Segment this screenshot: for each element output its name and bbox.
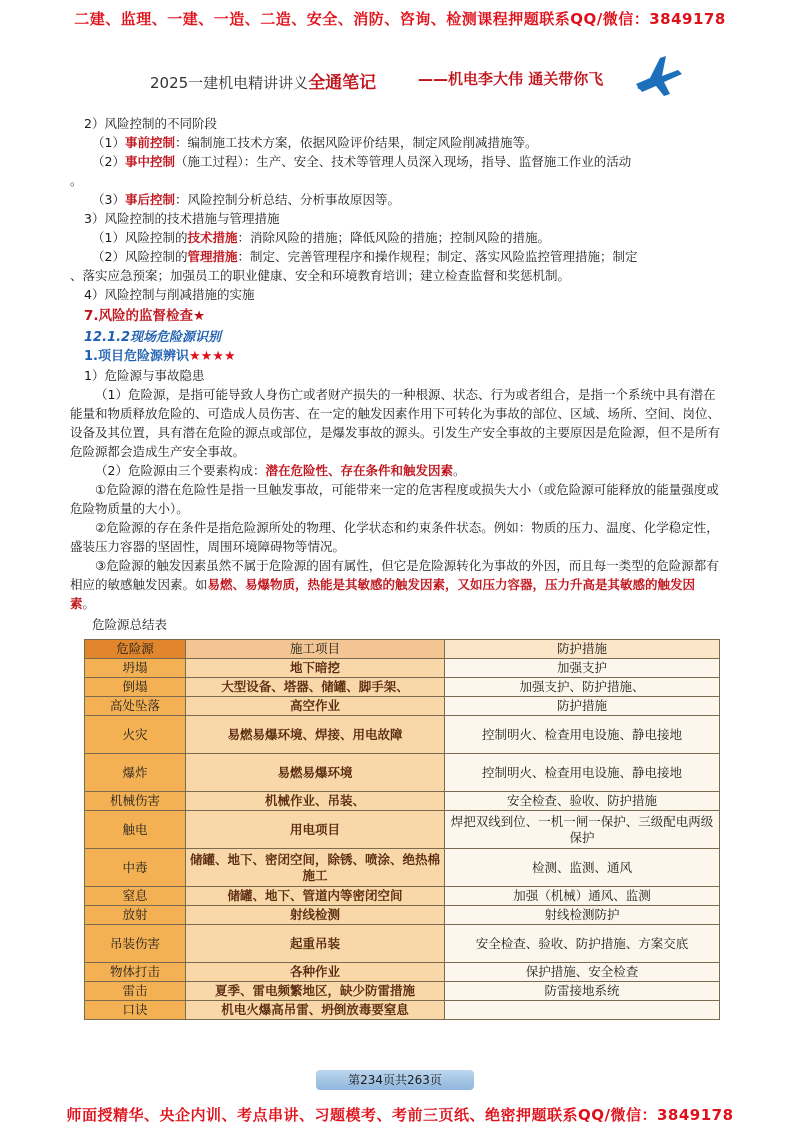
measure-cell: 控制明火、检查用电设施、静电接地 <box>445 716 720 754</box>
column-header: 防护措施 <box>445 640 720 659</box>
text-line: 、落实应急预案；加强员工的职业健康、安全和环境教育培训；建立检查监督和奖惩机制。 <box>70 268 571 283</box>
term-label: 事前控制 <box>124 135 175 150</box>
text-line: 。 <box>70 173 83 188</box>
project-cell: 各种作业 <box>186 963 445 982</box>
header-title <box>150 68 376 93</box>
project-cell: 机电火爆高吊雷、坍倒放毒要窒息 <box>186 1001 445 1020</box>
hazard-cell: 坍塌 <box>85 659 186 678</box>
text-line: 1）危险源与事故隐患 <box>84 368 205 383</box>
table-row <box>85 792 720 811</box>
header-slogan: ——机电李大伟 通关带你飞 <box>418 70 604 88</box>
section-1-label: 1.项目危险源辨识 <box>84 349 189 364</box>
text-line <box>70 228 720 247</box>
text-span: ：编制施工技术方案，依据风险评价结果，制定风险削减措施等。 <box>174 135 538 150</box>
page-header <box>150 64 690 94</box>
hazard-cell: 放射 <box>85 906 186 925</box>
measure-cell: 加强支护、防护措施、 <box>445 678 720 697</box>
hazard-cell: 雷击 <box>85 982 186 1001</box>
text-line: 2）风险控制的不同阶段 <box>84 116 217 131</box>
measure-cell: 加强支护 <box>445 659 720 678</box>
project-cell: 起重吊装 <box>186 925 445 963</box>
measure-cell: 射线检测防护 <box>445 906 720 925</box>
table-row <box>85 716 720 754</box>
section-1-title <box>70 347 720 366</box>
text-line: 3）风险控制的技术措施与管理措施 <box>84 211 280 226</box>
table-row <box>85 678 720 697</box>
page-number: 第234页共263页 <box>316 1070 474 1090</box>
measure-cell <box>445 1001 720 1020</box>
hazard-cell: 窒息 <box>85 887 186 906</box>
hazard-cell: 高处坠落 <box>85 697 186 716</box>
table-row <box>85 963 720 982</box>
text-span: ③危险源的触发因素虽然不属于危险源的固有属性，但它是危险源转化为事故的外因，而且每一类型的危险源都有相应的敏感触发因素。如 <box>70 558 719 592</box>
paragraph <box>70 556 720 613</box>
text-span: ：风险控制分析总结、分析事故原因等。 <box>174 192 400 207</box>
text-span: （1）风险控制的 <box>92 230 188 245</box>
hazard-cell: 爆炸 <box>85 754 186 792</box>
text-span: ：消除风险的措施；降低风险的措施；控制风险的措施。 <box>237 230 550 245</box>
key-phrase: 潜在危险性、存在条件和触发因素 <box>265 463 453 478</box>
column-header: 危险源 <box>85 640 186 659</box>
term-label: 事后控制 <box>124 192 175 207</box>
text-span: （施工过程）：生产、安全、技术等管理人员深入现场，指导、监督施工作业的活动 <box>174 154 632 169</box>
measure-cell: 控制明火、检查用电设施、静电接地 <box>445 754 720 792</box>
subsection-title: 12.1.2现场危险源识别 <box>84 330 222 345</box>
term-label: 技术措施 <box>187 230 238 245</box>
table-row <box>85 887 720 906</box>
airplane-icon <box>630 48 686 104</box>
hazard-cell: 火灾 <box>85 716 186 754</box>
measure-cell: 检测、监测、通风 <box>445 849 720 887</box>
importance-stars: ★★★★ <box>188 349 236 364</box>
project-cell: 大型设备、塔器、储罐、脚手架、 <box>186 678 445 697</box>
text-span: 。 <box>82 596 96 611</box>
text-line: （2）事中控制（施工过程）：生产、安全、技术等管理人员深入现场，指导、监督施工作业的活动 <box>92 154 632 169</box>
header-title-prefix: 2025一建机电精讲讲义 <box>150 74 309 92</box>
key-phrase: 易燃、易爆物质，热能是其敏感的触发因素，又如压力容器，压力升高是其敏感的触发因素 <box>70 577 696 611</box>
paragraph: ①危险源的潜在危险性是指一旦触发事故，可能带来一定的危害程度或损失大小（或危险源可能释放的能量强度或危险物质量的大小）。 <box>70 482 719 516</box>
term-label: 事中控制 <box>124 154 175 169</box>
text-line: 4）风险控制与削减措施的实施 <box>84 287 255 302</box>
measure-cell: 保护措施、安全检查 <box>445 963 720 982</box>
paragraph: ②危险源的存在条件是指危险源所处的物理、化学状态和约束条件状态。例如：物质的压力、温度、化学稳定性，盛装压力容器的坚固性，周围环境障碍物等情况。 <box>70 520 719 554</box>
hazard-cell: 口诀 <box>85 1001 186 1020</box>
text-line <box>70 247 720 266</box>
main-content <box>70 114 720 634</box>
table-body <box>85 659 720 1020</box>
text-line: （3）事后控制：风险控制分析总结、分析事故原因等。 <box>92 192 400 207</box>
hazard-cell: 机械伤害 <box>85 792 186 811</box>
project-cell: 储罐、地下、管道内等密闭空间 <box>186 887 445 906</box>
hazard-table <box>84 639 720 1020</box>
hazard-cell: 中毒 <box>85 849 186 887</box>
measure-cell: 加强（机械）通风、监测 <box>445 887 720 906</box>
bottom-ad-banner: 师面授精华、央企内训、考点串讲、习题模考、考前三页纸、绝密押题联系QQ/微信：3849178 <box>66 1106 734 1124</box>
project-cell: 夏季、雷电频繁地区，缺少防雷措施 <box>186 982 445 1001</box>
table-row <box>85 925 720 963</box>
text-span: 。 <box>452 463 466 478</box>
measure-cell: 防雷接地系统 <box>445 982 720 1001</box>
term-label: 管理措施 <box>187 249 238 264</box>
column-header: 施工项目 <box>186 640 445 659</box>
hazard-cell: 吊装伤害 <box>85 925 186 963</box>
paragraph <box>70 461 720 480</box>
project-cell: 储罐、地下、密闭空间，除锈、喷涂、绝热棉施工 <box>186 849 445 887</box>
hazard-cell: 物体打击 <box>85 963 186 982</box>
header-title-main: 全通笔记 <box>308 73 377 93</box>
table-row <box>85 1001 720 1020</box>
hazard-cell: 触电 <box>85 811 186 849</box>
table-row <box>85 754 720 792</box>
table-header-row <box>85 640 720 659</box>
paragraph: （1）危险源，是指可能导致人身伤亡或者财产损失的一种根源、状态、行为或者组合，是指一个系统中具有潜在能量和物质释放危险的、可造成人员伤害、在一定的触发因素作用下可转化为事故的部位、区域、场所、空间、岗位、设备及其位置，具有潜在危险的源点或部位，是爆发事故的源头。引发生产安全事故的主要原因是危险源，但不是所有危险源都会造成生产安全事故。 <box>70 387 721 459</box>
measure-cell: 防护措施 <box>445 697 720 716</box>
text-span: ：制定、完善管理程序和操作规程；制定、落实风险监控管理措施；制定 <box>237 249 638 264</box>
project-cell: 易燃易爆环境、焊接、用电故障 <box>186 716 445 754</box>
section-7-title: 7.风险的监督检查★ <box>84 308 206 324</box>
table-row <box>85 906 720 925</box>
measure-cell: 安全检查、验收、防护措施、方案交底 <box>445 925 720 963</box>
hazard-cell: 倒塌 <box>85 678 186 697</box>
project-cell: 机械作业、吊装、 <box>186 792 445 811</box>
project-cell: 地下暗挖 <box>186 659 445 678</box>
measure-cell: 焊把双线到位、一机一闸一保护、三级配电两级保护 <box>445 811 720 849</box>
text-span: （2）危险源由三个要素构成： <box>95 463 266 478</box>
table-caption: 危险源总结表 <box>92 617 168 632</box>
table-row <box>85 982 720 1001</box>
table-row <box>85 659 720 678</box>
project-cell: 易燃易爆环境 <box>186 754 445 792</box>
project-cell: 高空作业 <box>186 697 445 716</box>
table-row <box>85 697 720 716</box>
top-ad-banner: 二建、监理、一建、一造、二造、安全、消防、咨询、检测课程押题联系QQ/微信：3849178 <box>74 10 726 28</box>
project-cell: 射线检测 <box>186 906 445 925</box>
text-line: （1）事前控制：编制施工技术方案，依据风险评价结果，制定风险削减措施等。 <box>92 135 538 150</box>
project-cell: 用电项目 <box>186 811 445 849</box>
table-row <box>85 811 720 849</box>
measure-cell: 安全检查、验收、防护措施 <box>445 792 720 811</box>
table-row <box>85 849 720 887</box>
text-span: （2）风险控制的 <box>92 249 188 264</box>
